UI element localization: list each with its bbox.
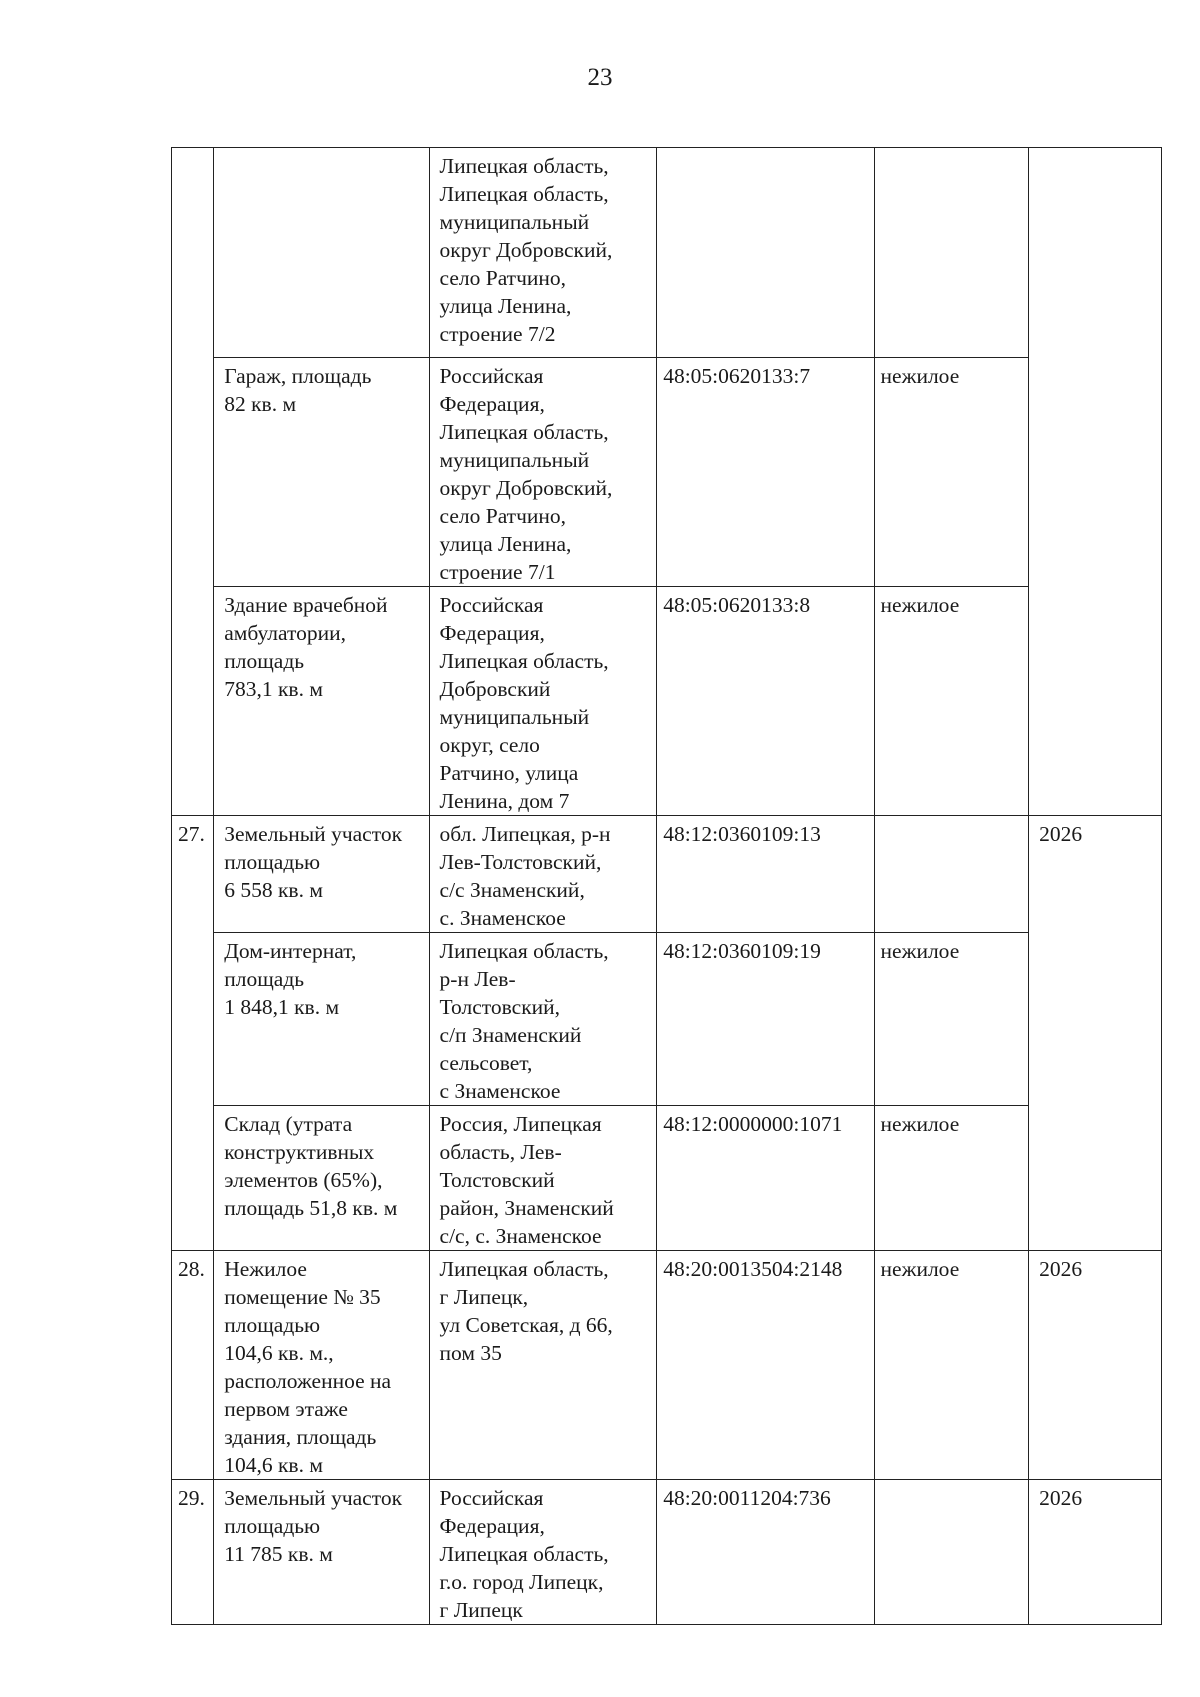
address-line: строение 7/1 — [439, 560, 556, 584]
address-line: село Ратчино, — [439, 266, 567, 290]
object-type-cell — [874, 1106, 1029, 1251]
object-name-line: элементов (65%), — [224, 1168, 383, 1192]
table-row — [172, 587, 1162, 816]
object-name-cell — [214, 816, 429, 933]
object-name-line: помещение № 35 — [224, 1285, 381, 1309]
address-line: Липецкая область, — [439, 939, 609, 963]
address-line: Российская — [439, 1486, 544, 1510]
year: 2026 — [1039, 1486, 1083, 1510]
address-line: с/с, с. Знаменское — [439, 1224, 602, 1248]
address-line: пом 35 — [439, 1341, 502, 1365]
address-line: Федерация, — [439, 621, 545, 645]
object-name-line: Нежилое — [224, 1257, 307, 1281]
address-line: село Ратчино, — [439, 504, 567, 528]
table-row — [172, 148, 1162, 358]
year: 2026 — [1039, 1257, 1083, 1281]
object-name-line: площадь — [224, 649, 305, 673]
object-name-line: амбулатории, — [224, 621, 347, 645]
object-name-line: 82 кв. м — [224, 392, 297, 416]
object-name-cell — [214, 1251, 429, 1480]
row-number-cell — [172, 1480, 214, 1625]
row-number: 28. — [178, 1257, 205, 1281]
object-name-line: площадью — [224, 1514, 321, 1538]
object-name-cell — [214, 1106, 429, 1251]
address-line: Ленина, дом 7 — [439, 789, 570, 813]
object-name-cell — [214, 587, 429, 816]
address-line: округ Добровский, — [439, 238, 613, 262]
object-name-cell — [214, 1480, 429, 1625]
object-name-line: расположенное на — [224, 1369, 392, 1393]
address-line: район, Знаменский — [439, 1196, 614, 1220]
address-line: Российская — [439, 593, 544, 617]
object-name-line: 6 558 кв. м — [224, 878, 323, 902]
address-line: Российская — [439, 364, 544, 388]
property-table-body — [172, 148, 1162, 1625]
object-type-cell — [874, 358, 1029, 587]
address-line: Ратчино, улица — [439, 761, 579, 785]
object-name-cell — [214, 933, 429, 1106]
address-line: г Липецк, — [439, 1285, 529, 1309]
table-row — [172, 1480, 1162, 1625]
object-name-line: площадь — [224, 967, 305, 991]
object-name-line: конструктивных — [224, 1140, 375, 1164]
cadastral-number-cell — [657, 816, 874, 933]
row-number-cell — [172, 1251, 214, 1480]
object-name-line: Склад (утрата — [224, 1112, 353, 1136]
cadastral-number-cell — [657, 358, 874, 587]
address-line: Липецкая область, — [439, 420, 609, 444]
object-name-line: Земельный участок — [224, 822, 403, 846]
table-row — [172, 816, 1162, 933]
address-line: Липецкая область, — [439, 154, 609, 178]
address-line: Липецкая область, — [439, 182, 609, 206]
address-line: Федерация, — [439, 1514, 545, 1538]
address-line: область, Лев- — [439, 1140, 562, 1164]
address-cell — [429, 816, 657, 933]
table-row — [172, 1251, 1162, 1480]
address-cell — [429, 1106, 657, 1251]
table-row — [172, 933, 1162, 1106]
address-line: муниципальный — [439, 705, 590, 729]
address-line: улица Ленина, — [439, 294, 572, 318]
page-number: 23 — [587, 64, 613, 91]
object-name-line: площадь 51,8 кв. м — [224, 1196, 398, 1220]
address-cell — [429, 358, 657, 587]
year-cell — [1029, 816, 1162, 1251]
address-cell — [429, 1251, 657, 1480]
row-number: 27. — [178, 822, 205, 846]
address-line: с/п Знаменский — [439, 1023, 582, 1047]
table-row — [172, 1106, 1162, 1251]
object-name-line: 11 785 кв. м — [224, 1542, 333, 1566]
year-cell — [1029, 1480, 1162, 1625]
object-name-line: 1 848,1 кв. м — [224, 995, 340, 1019]
object-type: нежилое — [880, 1112, 960, 1136]
row-number: 29. — [178, 1486, 205, 1510]
object-type-cell — [874, 816, 1029, 933]
address-line: р-н Лев- — [439, 967, 516, 991]
object-type-cell — [874, 587, 1029, 816]
object-type-cell — [874, 933, 1029, 1106]
address-line: муниципальный — [439, 448, 590, 472]
address-line: г.о. город Липецк, — [439, 1570, 604, 1594]
address-line: Толстовский, — [439, 995, 561, 1019]
object-type: нежилое — [880, 939, 960, 963]
table-row — [172, 358, 1162, 587]
cadastral-number-cell — [657, 1480, 874, 1625]
address-cell — [429, 933, 657, 1106]
cadastral-number: 48:12:0360109:13 — [663, 822, 821, 846]
object-name-line: 783,1 кв. м — [224, 677, 323, 701]
address-cell — [429, 587, 657, 816]
address-cell — [429, 148, 657, 358]
cadastral-number: 48:12:0360109:19 — [663, 939, 821, 963]
cadastral-number: 48:05:0620133:7 — [663, 364, 811, 388]
object-type: нежилое — [880, 1257, 960, 1281]
cadastral-number: 48:12:0000000:1071 — [663, 1112, 843, 1136]
object-type-cell — [874, 1251, 1029, 1480]
address-cell — [429, 1480, 657, 1625]
object-type: нежилое — [880, 364, 960, 388]
address-line: Липецкая область, — [439, 1257, 609, 1281]
object-type: нежилое — [880, 593, 960, 617]
address-line: Федерация, — [439, 392, 545, 416]
cadastral-number-cell — [657, 1251, 874, 1480]
address-line: г Липецк — [439, 1598, 523, 1622]
year-cell — [1029, 1251, 1162, 1480]
row-number-cell — [172, 816, 214, 1251]
property-table — [171, 147, 1162, 1625]
address-line: Липецкая область, — [439, 649, 609, 673]
object-type-cell — [874, 148, 1029, 358]
address-line: с Знаменское — [439, 1079, 561, 1103]
object-name-line: площадью — [224, 850, 321, 874]
address-line: обл. Липецкая, р-н — [439, 822, 611, 846]
year-cell — [1029, 148, 1162, 816]
cadastral-number-cell — [657, 933, 874, 1106]
cadastral-number: 48:20:0011204:736 — [663, 1486, 831, 1510]
object-name-line: 104,6 кв. м., — [224, 1341, 334, 1365]
address-line: Липецкая область, — [439, 1542, 609, 1566]
address-line: Добровский — [439, 677, 551, 701]
row-number-cell — [172, 148, 214, 816]
cadastral-number: 48:05:0620133:8 — [663, 593, 811, 617]
object-name-line: Дом-интернат, — [224, 939, 357, 963]
object-name-line: 104,6 кв. м — [224, 1453, 323, 1477]
object-name-cell — [214, 358, 429, 587]
object-name-line: первом этаже — [224, 1397, 348, 1421]
object-name-line: площадью — [224, 1313, 321, 1337]
cadastral-number: 48:20:0013504:2148 — [663, 1257, 843, 1281]
cadastral-number-cell — [657, 148, 874, 358]
address-line: ул Советская, д 66, — [439, 1313, 613, 1337]
address-line: с. Знаменское — [439, 906, 566, 930]
address-line: округ Добровский, — [439, 476, 613, 500]
address-line: округ, село — [439, 733, 540, 757]
object-name-line: Гараж, площадь — [224, 364, 372, 388]
address-line: строение 7/2 — [439, 322, 556, 346]
object-name-line: Земельный участок — [224, 1486, 403, 1510]
object-name-line: Здание врачебной — [224, 593, 388, 617]
address-line: с/с Знаменский, — [439, 878, 585, 902]
object-type-cell — [874, 1480, 1029, 1625]
cadastral-number-cell — [657, 587, 874, 816]
cadastral-number-cell — [657, 1106, 874, 1251]
address-line: Россия, Липецкая — [439, 1112, 602, 1136]
object-name-line: здания, площадь — [224, 1425, 377, 1449]
object-name-cell — [214, 148, 429, 358]
address-line: Лев-Толстовский, — [439, 850, 602, 874]
address-line: Толстовский — [439, 1168, 555, 1192]
year: 2026 — [1039, 822, 1083, 846]
address-line: сельсовет, — [439, 1051, 533, 1075]
address-line: улица Ленина, — [439, 532, 572, 556]
address-line: муниципальный — [439, 210, 590, 234]
